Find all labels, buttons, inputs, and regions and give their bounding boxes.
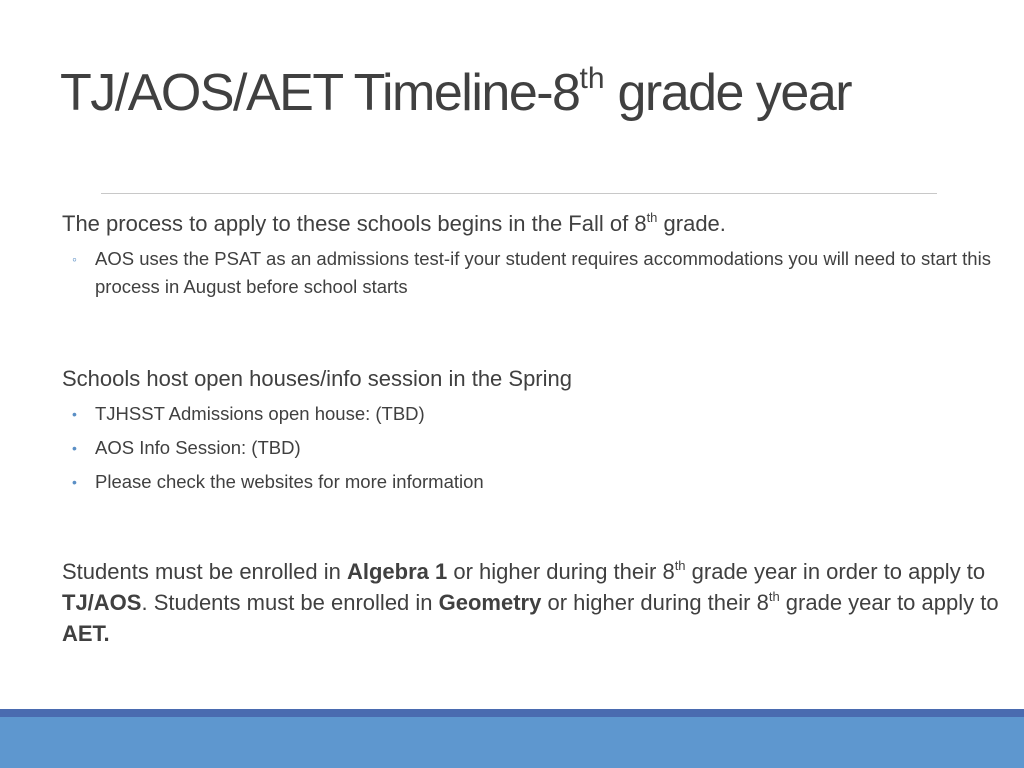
enrollment-paragraph: [62, 556, 1002, 649]
enrollment-text: grade year in order to apply to: [685, 559, 986, 584]
algebra-emphasis: Algebra 1: [346, 559, 448, 584]
list-item: [62, 468, 1002, 496]
bullet-text: TJHSST Admissions open house: (TBD): [95, 403, 425, 424]
open-house-bullet-list: [62, 400, 1002, 496]
list-item: [62, 434, 1002, 462]
enrollment-text: or higher during their 8: [447, 559, 675, 584]
bullet-text: Please check the websites for more information: [95, 471, 484, 492]
bullet-icon: •: [72, 440, 77, 456]
open-house-paragraph: [62, 363, 1002, 394]
slide-body: [62, 208, 1002, 649]
bullet-text: AOS Info Session: (TBD): [95, 437, 301, 458]
title-divider: [101, 193, 937, 194]
enrollment-text: grade year to apply to: [779, 590, 999, 615]
process-paragraph: [62, 208, 1002, 239]
process-text: The process to apply to these schools begins in the Fall of 8: [62, 211, 647, 236]
bullet-text: AOS uses the PSAT as an admissions test-if your student requires accommodations you will need to start this process in August before school starts: [95, 248, 991, 297]
footer-band: [0, 717, 1024, 768]
enrollment-text: . Students must be enrolled in: [141, 590, 439, 615]
process-superscript: th: [646, 210, 658, 225]
bullet-icon: •: [72, 474, 77, 490]
footer-accent-line: [0, 709, 1024, 717]
bullet-icon: •: [72, 406, 77, 422]
process-text-end: grade.: [657, 211, 726, 236]
slide-title: [60, 62, 851, 123]
enrollment-text: or higher during their 8: [541, 590, 769, 615]
circle-bullet-icon: ◦: [72, 251, 77, 267]
aet-emphasis: AET.: [62, 621, 110, 646]
list-item: [62, 400, 1002, 428]
tj-aos-emphasis: TJ/AOS: [62, 590, 142, 615]
enrollment-text: Students must be enrolled in: [62, 559, 347, 584]
title-text: TJ/AOS/AET Timeline-8: [60, 64, 580, 122]
geometry-emphasis: Geometry: [438, 590, 542, 615]
process-bullet-list: [62, 245, 1002, 301]
title-text-end: grade year: [604, 64, 852, 122]
open-house-text: Schools host open houses/info session in the Spring: [62, 366, 572, 391]
title-superscript: th: [579, 62, 605, 95]
enrollment-superscript: th: [768, 589, 780, 604]
list-item: [62, 245, 1002, 301]
enrollment-superscript: th: [674, 558, 686, 573]
